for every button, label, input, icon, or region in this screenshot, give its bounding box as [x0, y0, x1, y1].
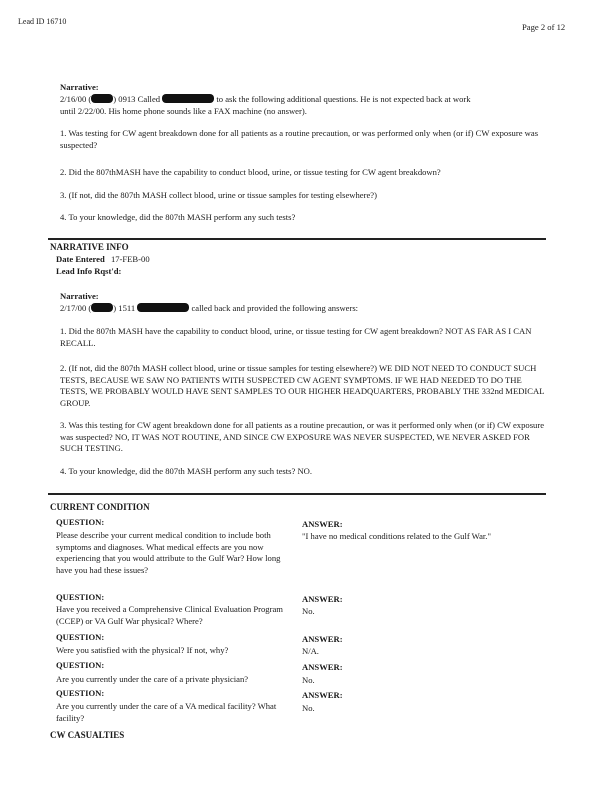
question-label: QUESTION:	[56, 592, 105, 602]
narrative1-text	[60, 94, 542, 117]
lead-info-requested-label: Lead Info Rqst'd:	[56, 266, 122, 276]
narrative-info-heading: NARRATIVE INFO	[50, 242, 129, 252]
date-entered	[56, 254, 150, 266]
narrative2-answer-2: 2. (If not, did the 807th MASH collect blood, urine or tissue samples for testing elsewhere?) WE DID NOT NEED TO CONDUCT SUCH TESTS, BECAUSE WE SAW NO PATIENTS WITH SUSPECTED CW AGENT SYMPTOMS. IF WE HAD NEEDED TO DO THE TESTS, WE PROBABLY WOULD HAVE SENT SAMPLES TO OUR HIGHER HEADQUARTERS, PROBABLY THE 332nd MEDICAL GROUP.	[60, 363, 545, 408]
date-entered-value: 17-FEB-00	[110, 254, 150, 264]
question-1: Please describe your current medical condition to include both symptoms and diagnoses. What medical effects are you now experiencing that you would attribute to the Gulf War? How long have you had these issues?	[56, 530, 281, 575]
answer-label: ANSWER:	[302, 634, 343, 644]
narrative2-intro	[60, 303, 542, 315]
narrative1-question-3: 3. (If not, did the 807th MASH collect blood, urine or tissue samples for testing elsewhere?)	[60, 190, 377, 200]
narrative1-time: ) 0913 Called	[113, 94, 161, 104]
answer-4: No.	[302, 675, 315, 685]
question-label: QUESTION:	[56, 688, 105, 698]
page-number: Page 2 of 12	[522, 22, 566, 32]
narrative-label: Narrative:	[60, 82, 99, 92]
answer-1: "I have no medical conditions related to the Gulf War."	[302, 531, 491, 541]
current-condition-heading: CURRENT CONDITION	[50, 502, 150, 512]
cw-casualties-heading: CW CASUALTIES	[50, 730, 125, 740]
question-label: QUESTION:	[56, 660, 105, 670]
narrative2-answer-4: 4. To your knowledge, did the 807th MASH perform any such tests? NO.	[60, 466, 313, 476]
answer-3: N/A.	[302, 646, 319, 656]
narrative2-intro-text: called back and provided the following answers:	[191, 303, 359, 313]
date-entered-label: Date Entered	[56, 254, 105, 264]
question-4: Are you currently under the care of a private physician?	[56, 674, 249, 684]
question-3: Were you satisfied with the physical? If not, why?	[56, 645, 229, 655]
section-divider	[48, 493, 546, 495]
question-label: QUESTION:	[56, 517, 105, 527]
question-5: Are you currently under the care of a VA medical facility? What facility?	[56, 701, 277, 723]
narrative1-question-2: 2. Did the 807thMASH have the capability to conduct blood, urine, or tissue testing for CW agent breakdown?	[60, 167, 441, 177]
narrative1-intro: to ask the following additional questions. He is not expected back at work	[216, 94, 471, 104]
narrative2-answer-1: 1. Did the 807th MASH have the capability to conduct blood, urine, or tissue testing for CW agent breakdown? NOT AS FAR AS I CAN RECALL.	[60, 326, 532, 348]
redaction-mark	[162, 94, 214, 103]
narrative2-time: ) 1511	[113, 303, 136, 313]
question-2: Have you received a Comprehensive Clinical Evaluation Program (CCEP) or VA Gulf War physical? Where?	[56, 604, 283, 626]
answer-label: ANSWER:	[302, 662, 343, 672]
narrative1-question-4: 4. To your knowledge, did the 807th MASH perform any such tests?	[60, 212, 296, 222]
narrative1-question-1: 1. Was testing for CW agent breakdown done for all patients as a routine precaution, or was performed only when (or if) CW exposure was suspected?	[60, 128, 539, 150]
redaction-mark	[91, 94, 113, 103]
section-divider	[48, 238, 546, 240]
redaction-mark	[91, 303, 113, 312]
narrative2-answer-3: 3. Was this testing for CW agent breakdown done for all patients as a routine precaution, or was it performed only when (or if) CW exposure was suspected? NO, IT WAS NOT ROUTINE, AND SINCE CW EXPOSURE WAS NEVER SUSPECTED, WE NEVER ASKED FOR SUCH TESTING.	[60, 420, 545, 454]
answer-label: ANSWER:	[302, 594, 343, 604]
narrative1-line2: until 2/22/00. His home phone sounds like a FAX machine (no answer).	[60, 105, 307, 116]
narrative2-date: 2/17/00 (	[60, 303, 92, 313]
answer-label: ANSWER:	[302, 690, 343, 700]
answer-5: No.	[302, 703, 315, 713]
redaction-mark	[137, 303, 189, 312]
question-label: QUESTION:	[56, 632, 105, 642]
lead-id: Lead ID 16710	[18, 17, 67, 26]
answer-label: ANSWER:	[302, 519, 343, 529]
narrative2-label: Narrative:	[60, 291, 99, 301]
answer-2: No.	[302, 606, 315, 616]
narrative1-date: 2/16/00 (	[60, 94, 92, 104]
